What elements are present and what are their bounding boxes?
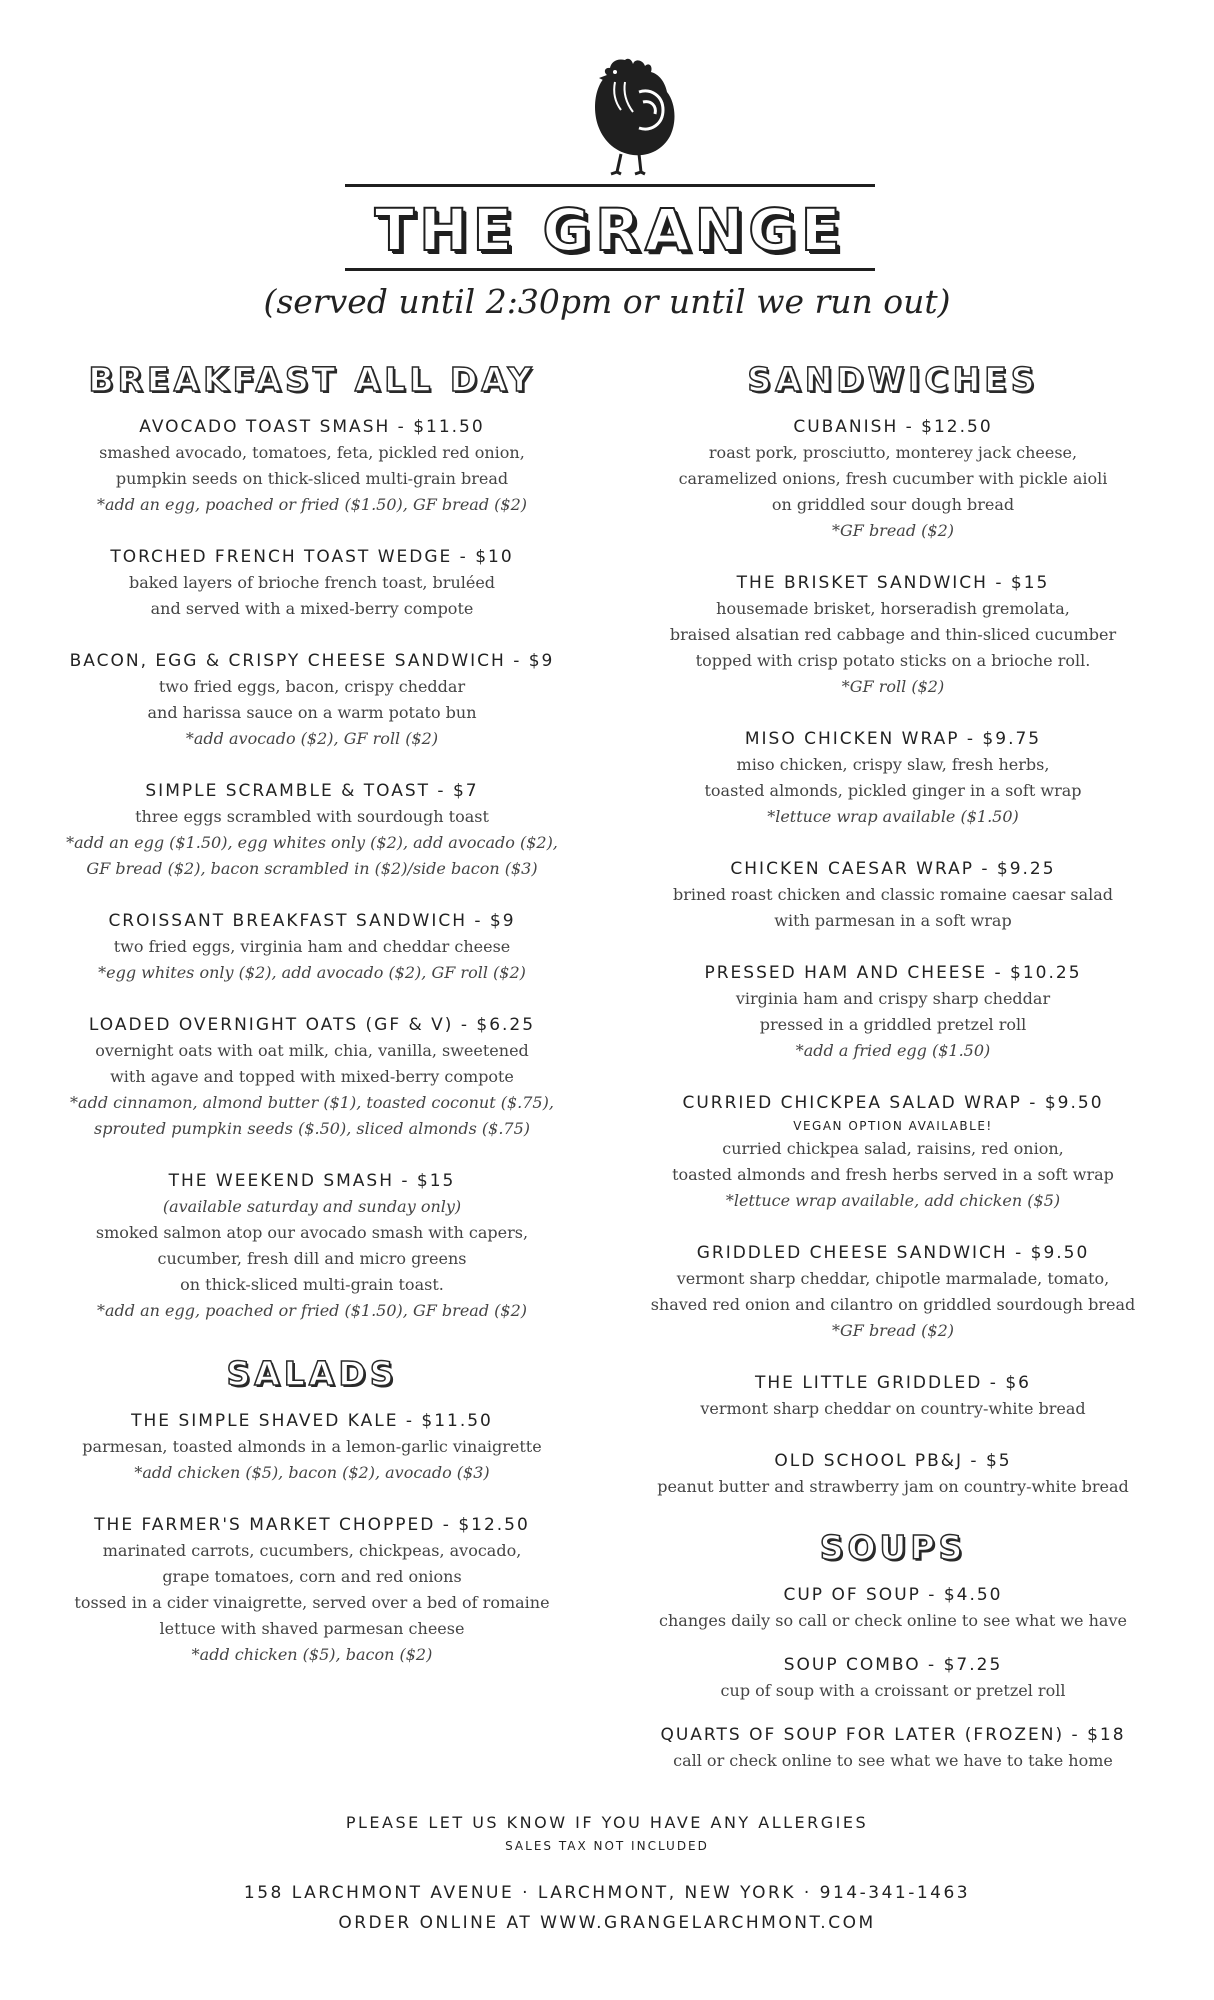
section-title: SOUPS <box>819 1528 967 1567</box>
menu-item <box>32 1512 592 1668</box>
item-description: caramelized onions, fresh cucumber with pickle aioli <box>678 469 1108 488</box>
menu-item <box>607 1722 1179 1774</box>
item-description: marinated carrots, cucumbers, chickpeas, avocado, <box>102 1541 522 1560</box>
item-description: toasted almonds and fresh herbs served in a soft wrap <box>672 1165 1114 1184</box>
item-addon-note: *add an egg, poached or fried ($1.50), GF bread ($2) <box>97 495 527 514</box>
section-title: SANDWICHES <box>747 360 1039 399</box>
item-addon-note: *egg whites only ($2), add avocado ($2), GF roll ($2) <box>98 963 526 982</box>
item-description: grape tomatoes, corn and red onions <box>162 1567 462 1586</box>
address: 158 LARCHMONT AVENUE · LARCHMONT, NEW YORK · 914-341-1463 <box>243 1883 971 1903</box>
item-description: toasted almonds, pickled ginger in a soft wrap <box>704 781 1082 800</box>
item-addon-note: *GF roll ($2) <box>841 677 945 696</box>
item-description: topped with crisp potato sticks on a brioche roll. <box>695 651 1091 670</box>
item-description: cup of soup with a croissant or pretzel roll <box>720 1681 1066 1700</box>
soups-section <box>607 1526 1179 1774</box>
right-column <box>607 358 1179 1792</box>
item-description: two fried eggs, bacon, crispy cheddar <box>158 677 466 696</box>
menu-item <box>32 908 592 986</box>
menu-item <box>607 1370 1179 1422</box>
item-description: shaved red onion and cilantro on griddled sourdough bread <box>650 1295 1136 1314</box>
item-description: on griddled sour dough bread <box>771 495 1015 514</box>
section-title: BREAKFAST ALL DAY <box>88 360 536 399</box>
item-addon-note: sprouted pumpkin seeds ($.50), sliced almonds ($.75) <box>93 1119 530 1138</box>
item-name: QUARTS OF SOUP FOR LATER (FROZEN) - $18 <box>660 1725 1126 1745</box>
item-addon-note: *add an egg ($1.50), egg whites only ($2), add avocado ($2), <box>66 833 558 852</box>
menu-item <box>607 414 1179 544</box>
item-name: TORCHED FRENCH TOAST WEDGE - $10 <box>110 547 514 567</box>
item-name: THE SIMPLE SHAVED KALE - $11.50 <box>131 1411 493 1431</box>
item-description: three eggs scrambled with sourdough toast <box>135 807 489 826</box>
allergy-notice: PLEASE LET US KNOW IF YOU HAVE ANY ALLERGIES <box>345 1813 869 1832</box>
menu-item <box>607 726 1179 830</box>
menu-item <box>607 960 1179 1064</box>
item-name: GRIDDLED CHEESE SANDWICH - $9.50 <box>696 1243 1090 1263</box>
menu-item <box>32 544 592 622</box>
item-description: smashed avocado, tomatoes, feta, pickled red onion, <box>99 443 525 462</box>
item-description: and harissa sauce on a warm potato bun <box>147 703 477 722</box>
item-description: brined roast chicken and classic romaine caesar salad <box>673 885 1113 904</box>
item-name: THE LITTLE GRIDDLED - $6 <box>755 1373 1031 1393</box>
item-description: call or check online to see what we have to take home <box>673 1751 1113 1770</box>
item-description: parmesan, toasted almonds in a lemon-garlic vinaigrette <box>82 1437 542 1456</box>
item-addon-note: *add cinnamon, almond butter ($1), toasted coconut ($.75), <box>70 1093 554 1112</box>
menu-item <box>32 1012 592 1142</box>
item-name: CROISSANT BREAKFAST SANDWICH - $9 <box>108 911 516 931</box>
item-description: cucumber, fresh dill and micro greens <box>157 1249 467 1268</box>
item-name: PRESSED HAM AND CHEESE - $10.25 <box>704 963 1082 983</box>
item-name: THE FARMER'S MARKET CHOPPED - $12.50 <box>94 1515 530 1535</box>
item-description: vermont sharp cheddar, chipotle marmalade, tomato, <box>676 1269 1110 1288</box>
item-description: miso chicken, crispy slaw, fresh herbs, <box>736 755 1050 774</box>
item-name: SIMPLE SCRAMBLE & TOAST - $7 <box>145 781 479 801</box>
item-description: overnight oats with oat milk, chia, vanilla, sweetened <box>95 1041 529 1060</box>
header-rule-bottom <box>345 268 875 271</box>
item-name: MISO CHICKEN WRAP - $9.75 <box>744 729 1042 749</box>
restaurant-name: THE GRANGE <box>374 196 846 264</box>
order-online-link[interactable]: ORDER ONLINE AT WWW.GRANGELARCHMONT.COM <box>338 1913 876 1933</box>
item-name: CUBANISH - $12.50 <box>793 417 993 437</box>
menu-item <box>607 856 1179 934</box>
item-addon-note: *add a fried egg ($1.50) <box>795 1041 991 1060</box>
menu-item <box>32 778 592 882</box>
item-description: on thick-sliced multi-grain toast. <box>180 1275 444 1294</box>
item-description: with parmesan in a soft wrap <box>774 911 1012 930</box>
breakfast-section <box>32 358 592 1324</box>
item-description: roast pork, prosciutto, monterey jack cheese, <box>708 443 1078 462</box>
menu-item <box>32 648 592 752</box>
item-name: CURRIED CHICKPEA SALAD WRAP - $9.50 <box>682 1093 1104 1113</box>
menu-item <box>32 1168 592 1324</box>
item-addon-note: *GF bread ($2) <box>831 1321 955 1340</box>
item-name: BACON, EGG & CRISPY CHEESE SANDWICH - $9 <box>69 651 555 671</box>
item-addon-note: *add chicken ($5), bacon ($2) <box>191 1645 433 1664</box>
item-description: smoked salmon atop our avocado smash with capers, <box>95 1223 529 1242</box>
menu-item <box>32 1408 592 1486</box>
menu-item <box>607 1090 1179 1214</box>
left-column <box>32 358 592 1694</box>
item-description: curried chickpea salad, raisins, red onion, <box>722 1139 1064 1158</box>
item-name: LOADED OVERNIGHT OATS (GF & V) - $6.25 <box>88 1015 536 1035</box>
item-description: and served with a mixed-berry compote <box>150 599 474 618</box>
item-name: AVOCADO TOAST SMASH - $11.50 <box>139 417 485 437</box>
section-title: SALADS <box>226 1354 398 1393</box>
item-name: CUP OF SOUP - $4.50 <box>783 1585 1003 1605</box>
salads-section <box>32 1352 592 1668</box>
item-description: two fried eggs, virginia ham and cheddar cheese <box>113 937 511 956</box>
item-availability: (available saturday and sunday only) <box>162 1197 462 1216</box>
item-name: CHICKEN CAESAR WRAP - $9.25 <box>730 859 1056 879</box>
menu-item <box>32 414 592 518</box>
item-description: virginia ham and crispy sharp cheddar <box>735 989 1051 1008</box>
menu-header <box>0 0 1214 330</box>
menu-item <box>607 1448 1179 1500</box>
item-description: vermont sharp cheddar on country-white bread <box>700 1399 1086 1418</box>
item-description: pressed in a griddled pretzel roll <box>759 1015 1027 1034</box>
item-name: THE BRISKET SANDWICH - $15 <box>736 573 1050 593</box>
item-description: baked layers of brioche french toast, bruléed <box>128 573 496 592</box>
item-description: tossed in a cider vinaigrette, served over a bed of romaine <box>74 1593 550 1612</box>
item-addon-note: *lettuce wrap available ($1.50) <box>767 807 1019 826</box>
item-description: housemade brisket, horseradish gremolata, <box>716 599 1070 618</box>
menu-item <box>607 1652 1179 1704</box>
service-hours: (served until 2:30pm or until we run out) <box>263 282 951 321</box>
hen-icon <box>555 52 685 177</box>
item-name: SOUP COMBO - $7.25 <box>783 1655 1003 1675</box>
item-badge: VEGAN OPTION AVAILABLE! <box>793 1119 993 1133</box>
item-name: THE WEEKEND SMASH - $15 <box>168 1171 456 1191</box>
item-addon-note: *add chicken ($5), bacon ($2), avocado ($3) <box>134 1463 490 1482</box>
item-addon-note: *add avocado ($2), GF roll ($2) <box>185 729 439 748</box>
item-name: OLD SCHOOL PB&J - $5 <box>774 1451 1012 1471</box>
item-description: braised alsatian red cabbage and thin-sliced cucumber <box>669 625 1117 644</box>
menu-item <box>607 1582 1179 1634</box>
menu-item <box>607 570 1179 700</box>
menu-item <box>607 1240 1179 1344</box>
item-description: changes daily so call or check online to see what we have <box>659 1611 1127 1630</box>
tax-notice: SALES TAX NOT INCLUDED <box>505 1839 709 1853</box>
sandwiches-section <box>607 358 1179 1500</box>
item-addon-note: *GF bread ($2) <box>831 521 955 540</box>
item-description: lettuce with shaved parmesan cheese <box>159 1619 465 1638</box>
item-addon-note: *add an egg, poached or fried ($1.50), GF bread ($2) <box>97 1301 527 1320</box>
item-description: peanut butter and strawberry jam on country-white bread <box>657 1477 1129 1496</box>
header-rule-top <box>345 184 875 187</box>
item-description: pumpkin seeds on thick-sliced multi-grain bread <box>115 469 509 488</box>
item-addon-note: *lettuce wrap available, add chicken ($5) <box>725 1191 1061 1210</box>
menu-footer <box>0 1810 1214 1938</box>
item-addon-note: GF bread ($2), bacon scrambled in ($2)/side bacon ($3) <box>86 859 538 878</box>
item-description: with agave and topped with mixed-berry compote <box>110 1067 514 1086</box>
